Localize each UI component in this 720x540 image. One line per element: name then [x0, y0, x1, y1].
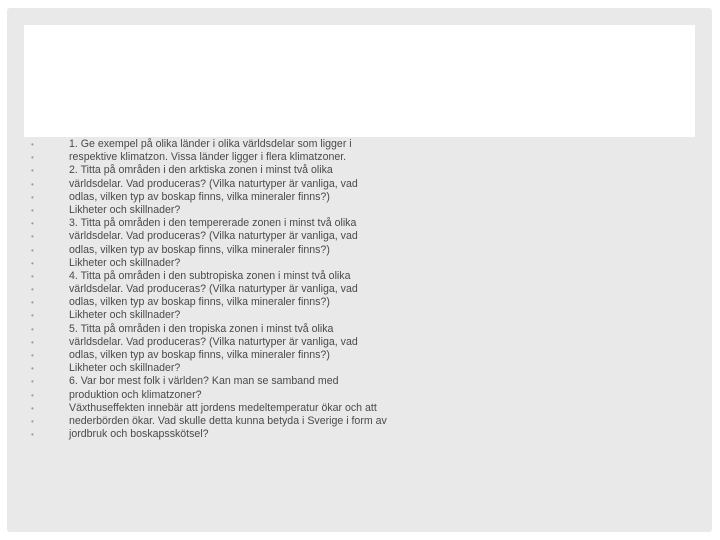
bullet-text: 1. Ge exempel på olika länder i olika världsdelar som ligger i: [69, 138, 352, 150]
bullet-line: [31, 428, 631, 441]
bullet-icon: •: [31, 324, 34, 334]
bullet-text: odlas, vilken typ av boskap finns, vilka mineraler finns?): [69, 190, 330, 203]
bullet-line: [31, 323, 631, 336]
bullet-line: [31, 217, 631, 230]
bullet-icon: •: [31, 245, 34, 255]
bullet-line: [31, 191, 631, 204]
bullet-icon: •: [31, 232, 34, 242]
bullet-text: respektive klimatzon. Vissa länder ligger i flera klimatzoner.: [69, 151, 347, 164]
bullet-line: [31, 204, 631, 217]
bullet-list: [31, 138, 631, 441]
bullet-icon: •: [31, 351, 34, 360]
bullet-text: Likheter och skillnader?: [69, 309, 181, 322]
bullet-icon: •: [31, 430, 34, 440]
bullet-line: [31, 151, 631, 164]
bullet-text: Växthuseffekten innebär att jordens medeltemperatur ökar och att: [69, 401, 377, 414]
bullet-line: [31, 362, 631, 375]
bullet-icon: •: [31, 285, 34, 295]
bullet-icon: •: [31, 140, 34, 149]
bullet-text: världsdelar. Vad produceras? (Vilka naturtyper är vanliga, vad: [69, 283, 358, 296]
bullet-text: Likheter och skillnader?: [69, 256, 181, 269]
bullet-line: [31, 257, 631, 270]
bullet-icon: •: [31, 390, 34, 400]
bullet-icon: •: [31, 179, 34, 189]
bullet-icon: •: [31, 192, 34, 202]
bullet-text: världsdelar. Vad produceras? (Vilka naturtyper är vanliga, vad: [69, 230, 358, 243]
bullet-line: [31, 349, 631, 362]
title-placeholder: [24, 25, 695, 137]
bullet-icon: •: [31, 416, 34, 426]
bullet-icon: •: [31, 337, 34, 347]
bullet-line: [31, 138, 631, 151]
bullet-text: 6. Var bor mest folk i världen? Kan man se samband med: [69, 375, 339, 388]
bullet-icon: •: [31, 153, 34, 163]
bullet-line: [31, 270, 631, 283]
bullet-icon: •: [31, 166, 34, 176]
bullet-line: [31, 375, 631, 388]
bullet-text: världsdelar. Vad produceras? (Vilka naturtyper är vanliga, vad: [69, 335, 358, 348]
bullet-icon: •: [31, 298, 34, 308]
bullet-text: 4. Titta på områden i den subtropiska zonen i minst två olika: [69, 269, 351, 282]
bullet-line: [31, 336, 631, 349]
bullet-icon: •: [31, 377, 34, 387]
bullet-text: 5. Titta på områden i den tropiska zonen i minst två olika: [69, 322, 334, 335]
bullet-text: världsdelar. Vad produceras? (Vilka naturtyper är vanliga, vad: [69, 177, 358, 190]
bullet-text: produktion och klimatzoner?: [69, 388, 202, 401]
bullet-text: 2. Titta på områden i den arktiska zonen i minst två olika: [69, 164, 333, 177]
bullet-icon: •: [31, 311, 34, 321]
bullet-icon: •: [31, 271, 34, 281]
bullet-text: odlas, vilken typ av boskap finns, vilka mineraler finns?): [69, 296, 330, 309]
bullet-text: odlas, vilken typ av boskap finns, vilka mineraler finns?): [69, 243, 330, 256]
bullet-line: [31, 402, 631, 415]
bullet-text: 3. Titta på områden i den tempererade zonen i minst två olika: [69, 217, 357, 230]
bullet-text: Likheter och skillnader?: [69, 203, 181, 216]
bullet-text: Likheter och skillnader?: [69, 362, 181, 375]
bullet-line: [31, 230, 631, 243]
bullet-icon: •: [31, 364, 34, 374]
bullet-line: [31, 178, 631, 191]
bullet-icon: •: [31, 219, 34, 229]
bullet-line: [31, 164, 631, 177]
bullet-line: [31, 389, 631, 402]
bullet-line: [31, 244, 631, 257]
bullet-icon: •: [31, 403, 34, 413]
bullet-text: odlas, vilken typ av boskap finns, vilka mineraler finns?): [69, 349, 330, 361]
bullet-line: [31, 283, 631, 296]
bullet-icon: •: [31, 205, 34, 215]
bullet-text: nederbörden ökar. Vad skulle detta kunna betyda i Sverige i form av: [69, 414, 387, 427]
bullet-line: [31, 296, 631, 309]
bullet-line: [31, 415, 631, 428]
bullet-icon: •: [31, 258, 34, 268]
bullet-line: [31, 309, 631, 322]
bullet-text: jordbruk och boskapsskötsel?: [69, 428, 209, 441]
